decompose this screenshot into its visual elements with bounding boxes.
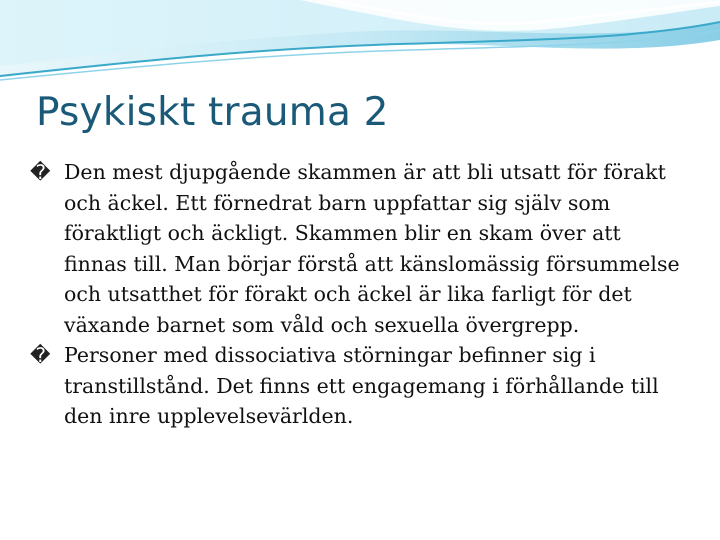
slide-title: Psykiskt trauma 2 [36,90,389,135]
bullet-icon: � [30,343,51,367]
slide-body [30,157,690,432]
header-wave-decoration [0,0,720,90]
bullet-paragraph-2 [30,340,690,432]
paragraph-text: Den mest djupgående skammen är att bli utsatt för förakt och äckel. Ett förnedrat barn uppfattar sig själv som föraktligt och äckligt. Skammen blir en skam över att finnas till. Man börjar förstå att känslomässig försummelse och utsatthet för förakt och äckel är lika farligt för det växande barnet som våld och sexuella övergrepp. [64,160,680,337]
paragraph-text: Personer med dissociativa störningar befinner sig i transtillstånd. Det finns ett engagemang i förhållande till den inre upplevelsevärlden. [64,343,659,428]
bullet-paragraph-1 [30,157,690,340]
bullet-icon: � [30,160,51,184]
